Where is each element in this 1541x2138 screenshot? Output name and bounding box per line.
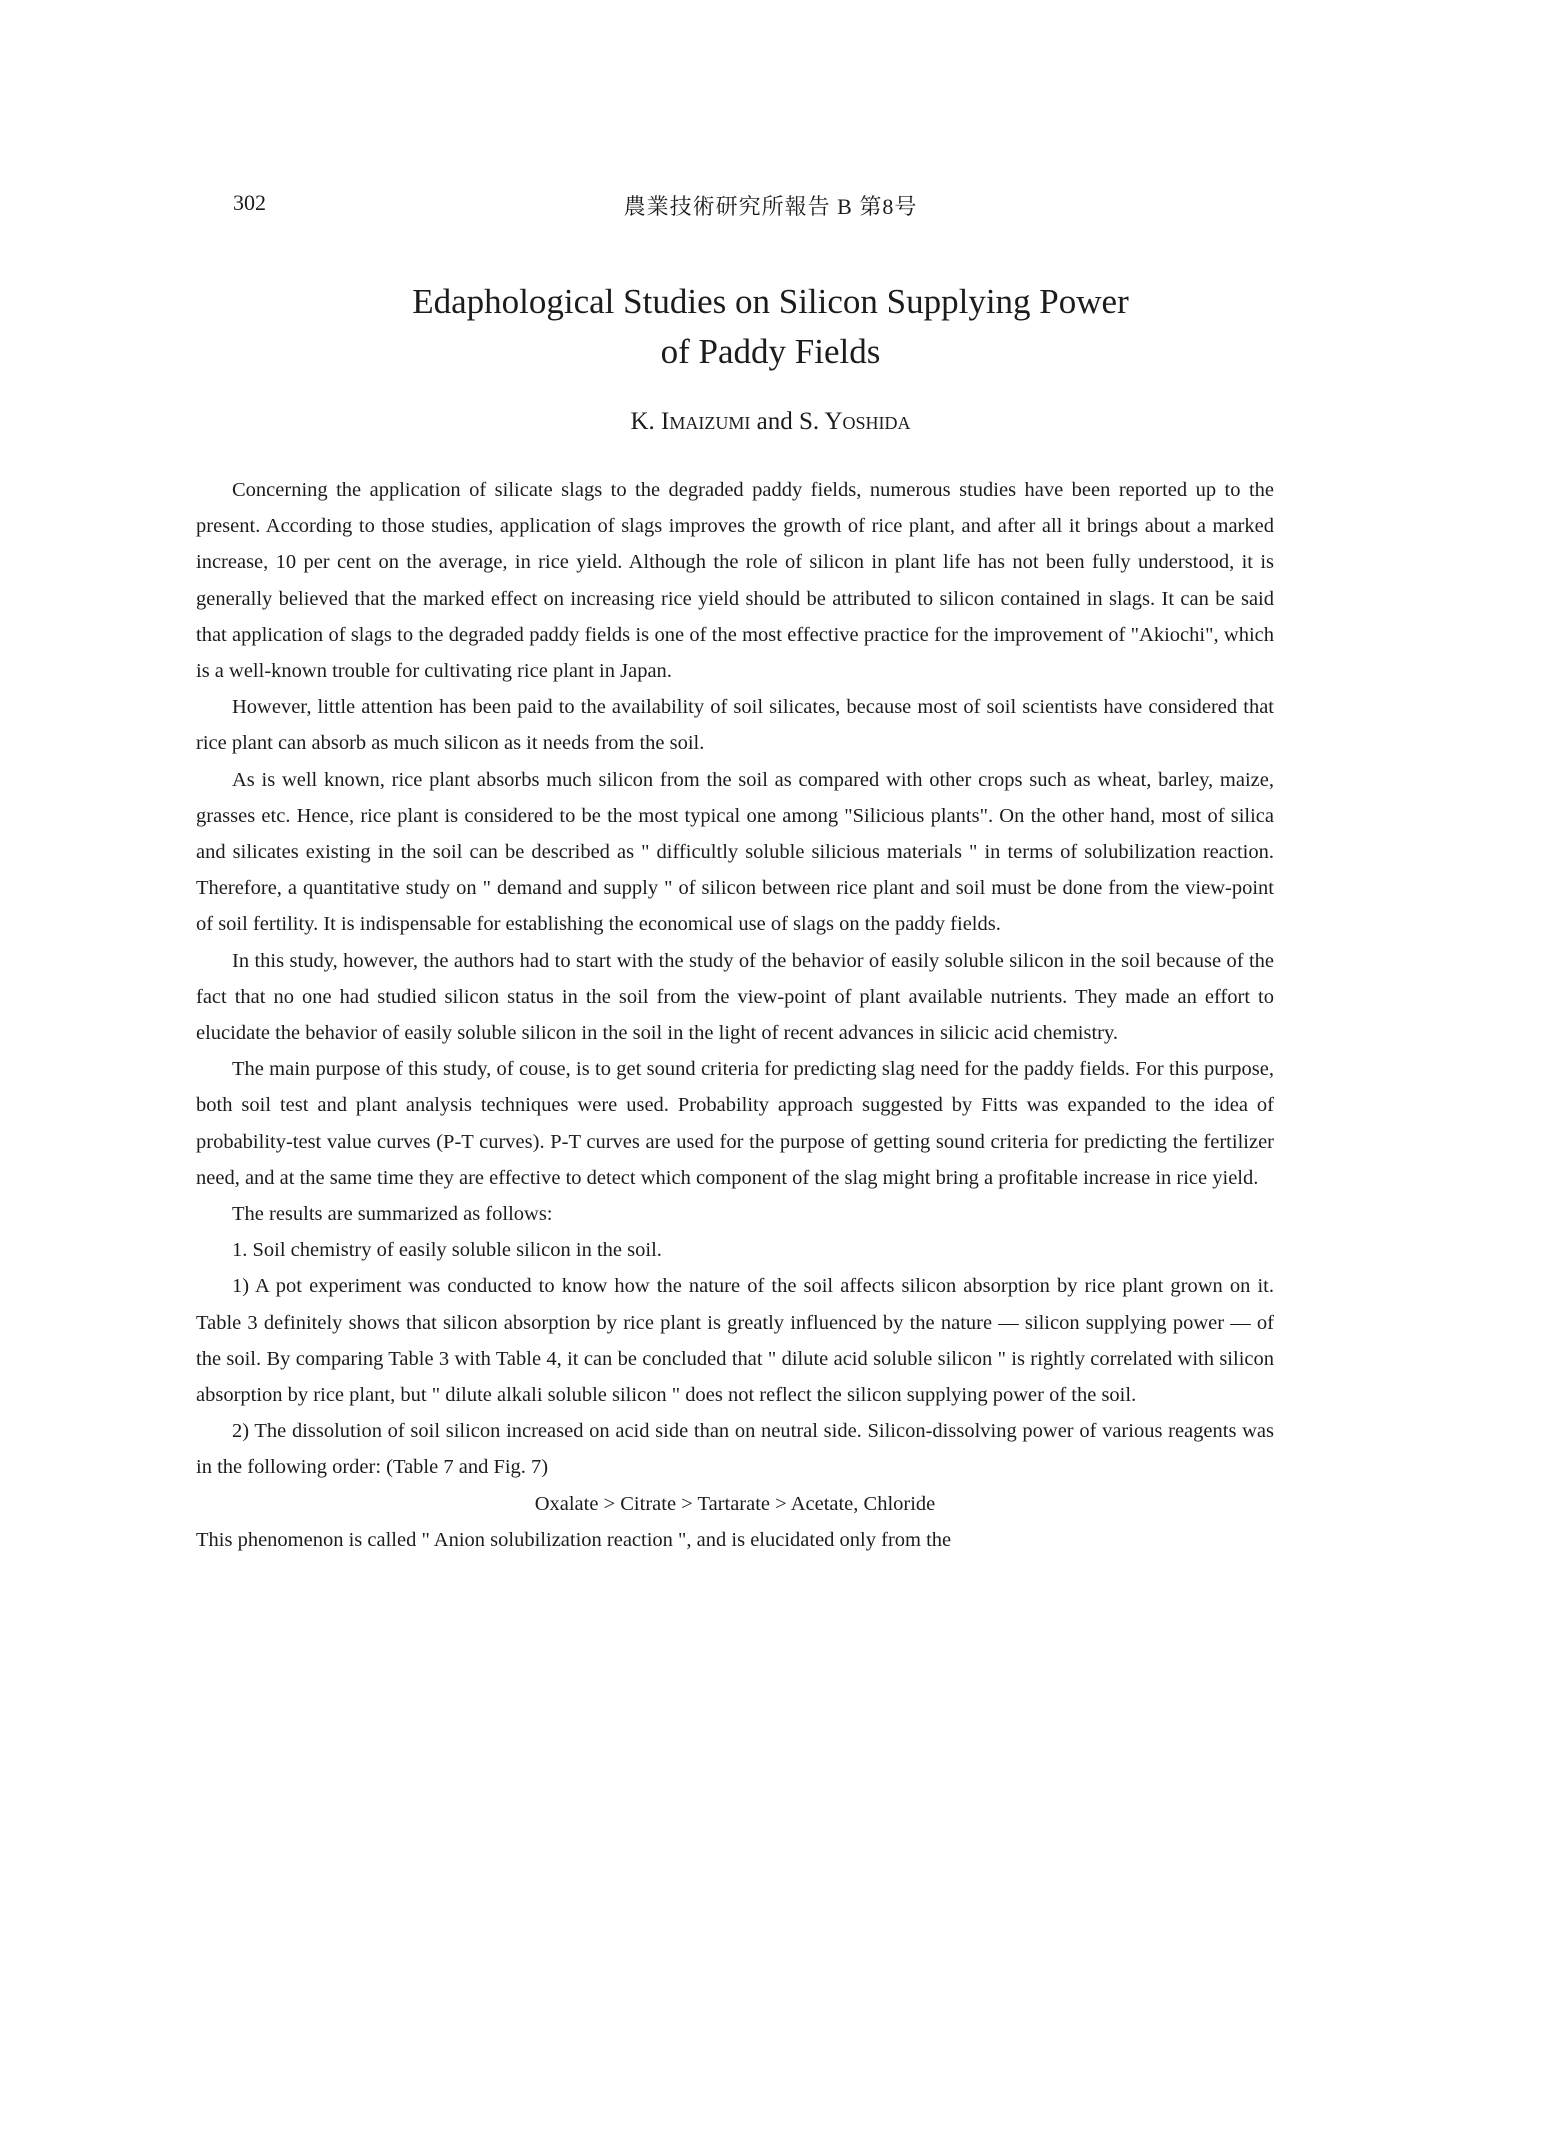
paragraph: The main purpose of this study, of couse, is to get sound criteria for predicting slag need for the paddy fields. For this purpose, both soil test and plant analysis techniques were used. Probability approach suggested by Fitts was expanded to the idea of probability-test value curves (P-T curves). P-T curves are used for the purpose of getting sound criteria for predicting the fertilizer need, and at the same time they are effective to detect which component of the slag might bring a profitable increase in rice yield.: [196, 1058, 1274, 1189]
section-heading: 1. Soil chemistry of easily soluble silicon in the soil.: [232, 1239, 662, 1262]
paragraph: 1) A pot experiment was conducted to know how the nature of the soil affects silicon absorption by rice plant grown on it. Table 3 definitely shows that silicon absorption by rice plant is greatly influenced by the nature — silicon supplying power — of the soil. By comparing Table 3 with Table 4, it can be concluded that " dilute acid soluble silicon " is rightly correlated with silicon absorption by rice plant, but " dilute alkali soluble silicon " does not reflect the silicon supplying power of the soil.: [196, 1275, 1274, 1407]
article-title: [200, 277, 1341, 377]
paragraph: Concerning the application of silicate slags to the degraded paddy fields, numerous studies have been reported up to the present. According to those studies, application of slags improves the growth of rice plant, and after all it brings about a marked increase, 10 per cent on the average, in rice yield. Although the role of silicon in plant life has not been fully understood, it is generally believed that the marked effect on increasing rice yield should be attributed to silicon contained in slags. It can be said that application of slags to the degraded paddy fields is one of the most effective practice for the improvement of "Akiochi", which is a well-known trouble for cultivating rice plant in Japan.: [196, 479, 1274, 683]
paragraph: In this study, however, the authors had to start with the study of the behavior of easily soluble silicon in the soil because of the fact that no one had studied silicon status in the soil from the view-point of plant available nutrients. They made an effort to elucidate the behavior of easily soluble silicon in the soil in the light of recent advances in silicic acid chemistry.: [196, 949, 1274, 1045]
author-2: S. Yoshida: [798, 408, 911, 435]
author-joiner: and: [756, 408, 793, 435]
title-line-2: of Paddy Fields: [660, 332, 881, 371]
page-number: 302: [233, 190, 266, 215]
paragraph: However, little attention has been paid to the availability of soil silicates, because most of soil scientists have considered that rice plant can absorb as much silicon as it needs from the soil.: [196, 696, 1274, 755]
paragraph: This phenomenon is called " Anion solubilization reaction ", and is elucidated only from the: [196, 1528, 952, 1551]
author-line: [0, 408, 1541, 436]
order-formula: Oxalate > Citrate > Tartarate > Acetate, Chloride: [534, 1492, 936, 1515]
title-line-1: Edaphological Studies on Silicon Supplying Power: [412, 282, 1129, 321]
abstract-body: [196, 472, 1274, 1558]
paragraph: 2) The dissolution of soil silicon increased on acid side than on neutral side. Silicon-dissolving power of various reagents was in the following order: (Table 7 and Fig. 7): [196, 1420, 1274, 1479]
paragraph: The results are summarized as follows:: [232, 1203, 553, 1226]
running-header: 農業技術研究所報告 B 第8号: [623, 194, 918, 219]
paragraph: As is well known, rice plant absorbs much silicon from the soil as compared with other crops such as wheat, barley, maize, grasses etc. Hence, rice plant is considered to be the most typical one among "Silicious plants". On the other hand, most of silica and silicates existing in the soil can be described as " difficultly soluble silicious materials " in terms of solubilization reaction. Therefore, a quantitative study on " demand and supply " of silicon between rice plant and soil must be done from the view-point of soil fertility. It is indispensable for establishing the economical use of slags on the paddy fields.: [196, 768, 1274, 936]
author-1: K. Imaizumi: [630, 408, 751, 435]
